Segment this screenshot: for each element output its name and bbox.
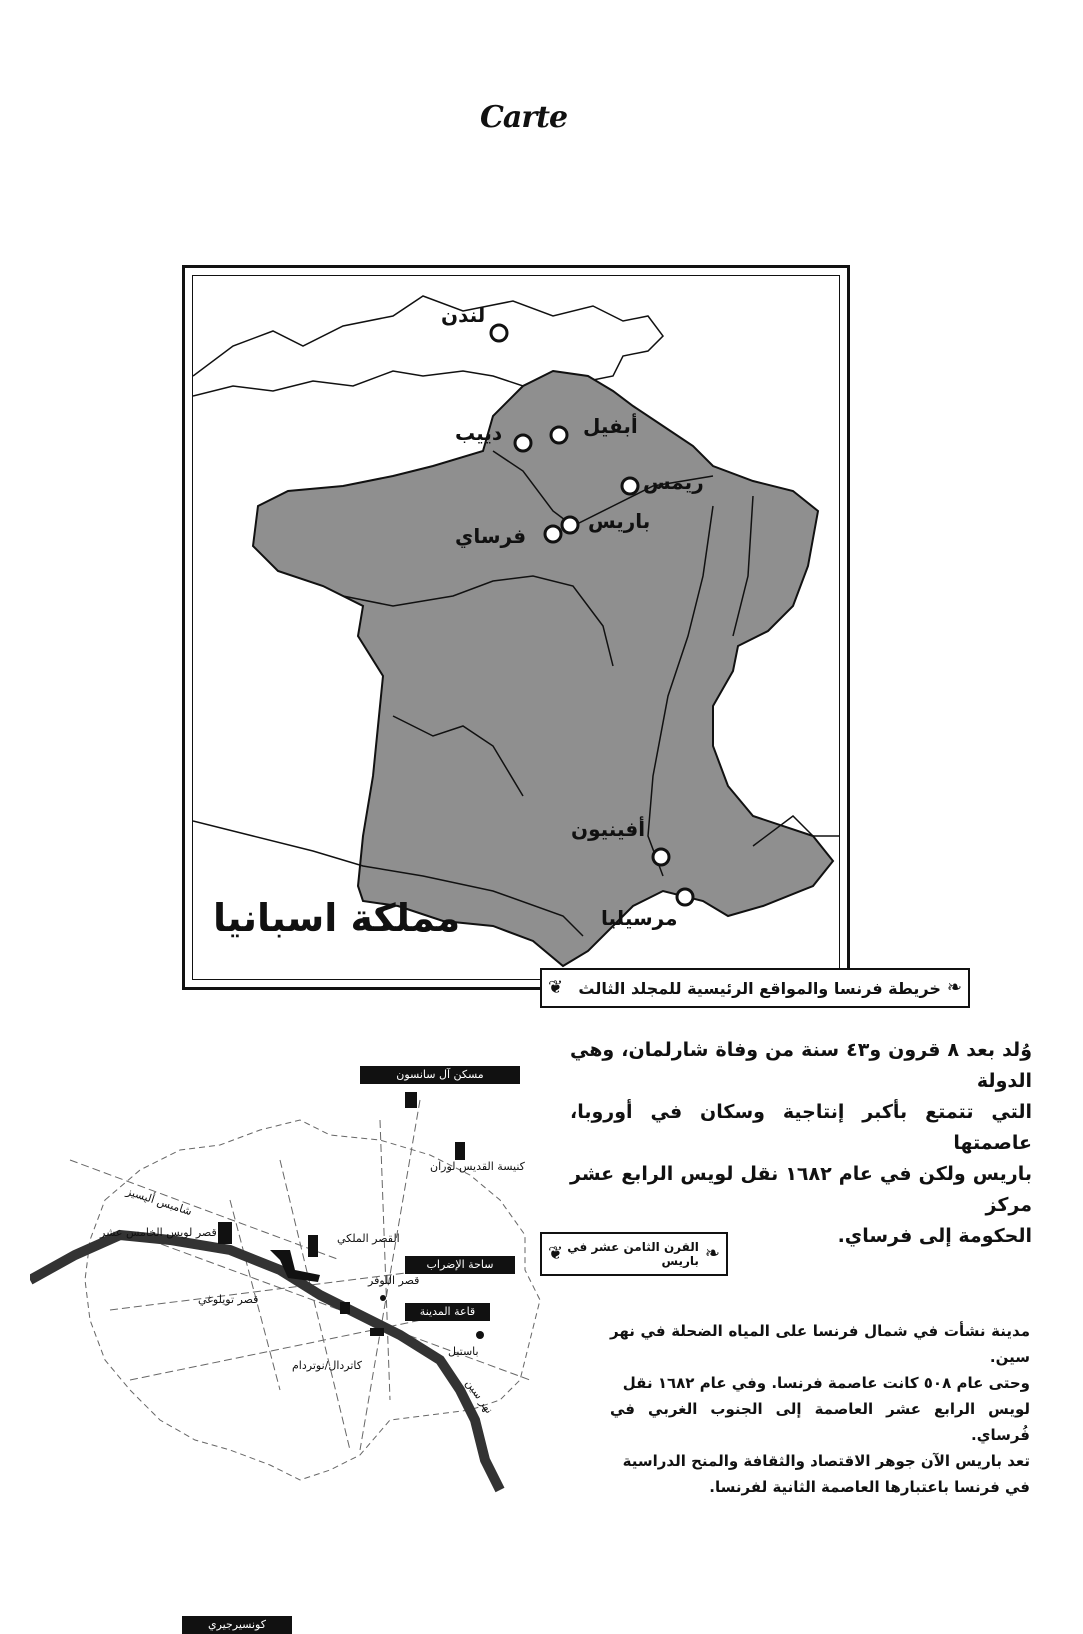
label-louis-xv: قصر لويس الخامس عشر <box>100 1226 217 1239</box>
marker-bastille <box>476 1331 484 1339</box>
paris-map <box>30 1060 550 1631</box>
city-label-abbeville: أبفيل <box>583 414 638 438</box>
map-caption-banner <box>540 968 970 1008</box>
header-logo: Carte <box>480 100 568 135</box>
building-conciergerie <box>340 1302 350 1314</box>
france-map-frame <box>182 265 850 990</box>
tag-place-greve: ساحة الإضراب <box>405 1256 515 1274</box>
city-marker-avignon <box>653 849 669 865</box>
paris-line: في فرنسا باعتبارها العاصمة الثانية لفرنسا. <box>709 1478 1030 1496</box>
ornament-right-icon: ❧ <box>704 1243 720 1264</box>
ornament-left-icon: ❦ <box>548 1243 564 1264</box>
intro-paragraph <box>570 1035 1032 1252</box>
intro-line: باريس ولكن في عام ١٦٨٢ نقل لويس الرابع عشر مركز <box>570 1163 1032 1216</box>
city-marker-abbeville <box>551 427 567 443</box>
label-notre-dame: كاتردال/نوتردام <box>292 1359 363 1372</box>
label-louvre: قصر اللوفر <box>368 1274 420 1287</box>
france-map-svg <box>193 276 840 980</box>
paris-section-banner <box>540 1232 728 1276</box>
paris-paragraph <box>610 1318 1030 1500</box>
intro-line: التي تتمتع بأكبر إنتاجية وسكان في أوروبا، عاصمتها <box>570 1101 1032 1154</box>
city-label-marseille: مرسيليا <box>601 906 678 930</box>
city-marker-marseille <box>677 889 693 905</box>
building-sanson <box>405 1092 417 1108</box>
building-notre-dame <box>370 1328 384 1336</box>
marker-place-greve <box>380 1295 386 1301</box>
paris-line: وحتى عام ٥٠٨ كانت عاصمة فرنسا. وفي عام ١٦٨٢ نقل <box>622 1374 1030 1392</box>
france-land <box>253 371 833 966</box>
ornament-right-icon: ❧ <box>946 977 962 998</box>
france-map <box>192 275 840 980</box>
city-label-paris: باريس <box>588 509 651 533</box>
city-marker-reims <box>622 478 638 494</box>
map-caption-text: خريطة فرنسا والمواقع الرئيسية للمجلد الثالث <box>578 978 941 998</box>
spain-label: مملكة اسبانيا <box>213 896 461 940</box>
tag-hotel-ville: قاعة المدينة <box>405 1303 490 1321</box>
label-seine: نهر سين <box>462 1376 496 1417</box>
city-label-versailles: فرساي <box>455 524 527 548</box>
label-saint-laurent: كنيسة القديس لوران <box>430 1160 525 1173</box>
building-louis-xv <box>218 1222 232 1244</box>
intro-line: الحكومة إلى فرساي. <box>837 1225 1032 1247</box>
intro-line: وُلد بعد ٨ قرون و٤٣ سنة من وفاة شارلمان، وهي الدولة <box>570 1039 1033 1092</box>
label-palais-royal: القصر الملكي <box>337 1232 400 1245</box>
paris-section-text: القرن الثامن عشر في باريس <box>567 1240 699 1268</box>
city-label-avignon: أفينيون <box>571 817 646 841</box>
paris-line: لويس الرابع عشر العاصمة إلى الجنوب الغربي في فُرساي. <box>610 1400 1030 1444</box>
ornament-left-icon: ❦ <box>548 977 564 998</box>
building-palais-royal <box>308 1235 318 1257</box>
city-marker-dieppe <box>515 435 531 451</box>
label-bastille: باستيل <box>448 1345 479 1358</box>
tag-sanson: مسكن آل سانسون <box>360 1066 520 1084</box>
paris-line: تعد باريس الآن جوهر الاقتصاد والثقافة والمنح الدراسية <box>622 1452 1030 1470</box>
label-tuileries: قصر تويلوغي <box>198 1293 259 1306</box>
city-label-reims: ريمس <box>643 470 704 494</box>
city-label-dieppe: دييب <box>455 421 503 445</box>
paris-line: مدينة نشأت في شمال فرنسا على المياه الضحلة في نهر سين. <box>610 1322 1030 1366</box>
city-marker-versailles <box>545 526 561 542</box>
label-champs: شامبس أليسيز <box>124 1184 194 1219</box>
city-marker-london <box>491 325 507 341</box>
city-marker-paris <box>562 517 578 533</box>
tag-conciergerie: كونسيرجيري <box>182 1616 292 1634</box>
building-saint-laurent <box>455 1142 465 1160</box>
paris-map-svg <box>30 1060 550 1500</box>
city-label-london: لندن <box>441 303 486 327</box>
